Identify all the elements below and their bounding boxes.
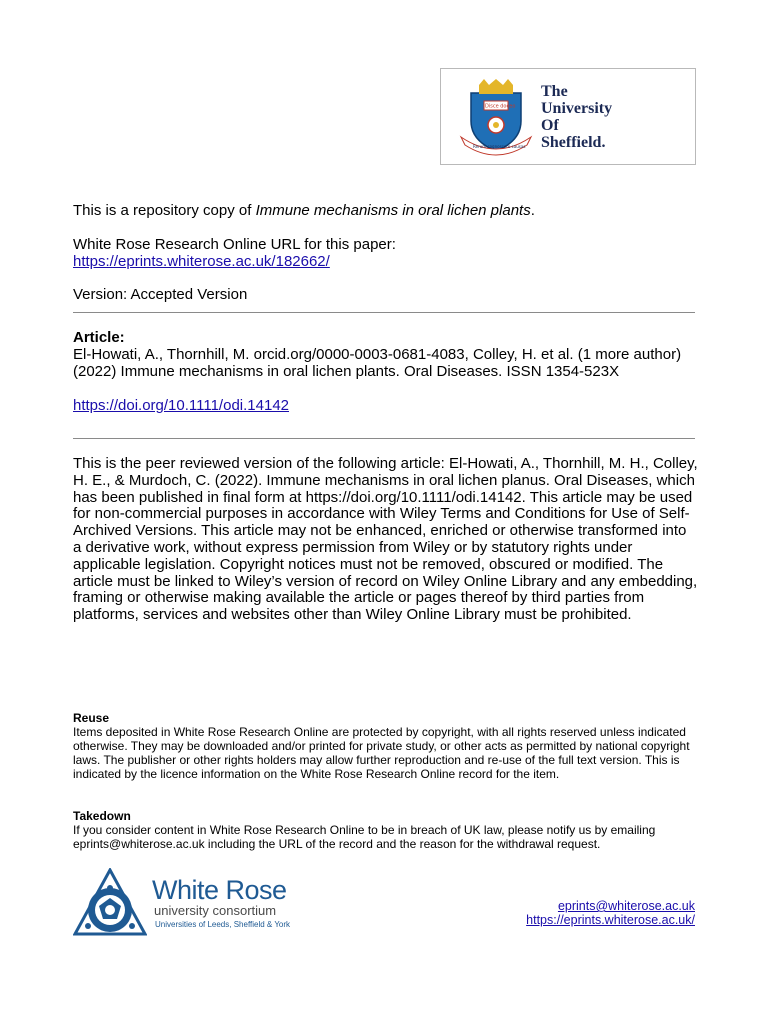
url-label: White Rose Research Online URL for this paper: bbox=[73, 236, 396, 253]
reuse-heading: Reuse bbox=[73, 711, 110, 725]
contact-email-link[interactable]: eprints@whiterose.ac.uk bbox=[557, 899, 695, 913]
university-name: The University Of Sheffield. bbox=[541, 83, 613, 151]
version-statement: Version: Accepted Version bbox=[73, 286, 248, 303]
paper-title: Immune mechanisms in oral lichen plants bbox=[255, 202, 531, 219]
university-crest-icon bbox=[457, 79, 535, 157]
takedown-body: If you consider content in White Rose Research Online to be in breach of UK law, please notify us by emailing eprints@whiterose.ac.uk including the URL of the record and the reason for the withdrawal request. bbox=[73, 823, 656, 851]
white-rose-subtitle: university consortium bbox=[154, 903, 277, 918]
divider-top bbox=[73, 312, 695, 313]
crest-motto-top: Disce doceo bbox=[485, 103, 516, 110]
crest-motto-bottom: Rerum cognoscere causas bbox=[473, 144, 526, 149]
white-rose-logo bbox=[73, 868, 298, 938]
reuse-body: Items deposited in White Rose Research Online are protected by copyright, with all rights reserved unless indicated otherwise. They may be downloaded and/or printed for private study, or other acts as permitted by national copyright laws. The publisher or other rights holders may allow further reproduction and re-use of the full text version. This is indicated by the licence information on the White Rose Research Online record for the item. bbox=[73, 725, 690, 781]
repository-site-link[interactable]: https://eprints.whiterose.ac.uk/ bbox=[526, 913, 695, 927]
white-rose-tagline: Universities of Leeds, Sheffield & York bbox=[155, 920, 291, 929]
peer-review-notice: This is the peer reviewed version of the following article: El-Howati, A., Thornhill, M. H., Colley, H. E., & Murdoch, C. (2022). Immune mechanisms in oral lichen planus. Oral Diseases, which has been published in final form at https://doi.org/10.1111/odi.14142. This article may be used for non-commercial purposes in accordance with Wiley Terms and Conditions for Use of Self-Archived Versions. This article may not be enhanced, enriched or otherwise transformed into a derivative work, without express permission from Wiley or by statutory rights under applicable legislation. Copyright notices must not be removed, obscured or modified. The article must be linked to Wiley’s version of record on Wiley Online Library and any embedding, framing or otherwise making available the article or pages thereof by third parties from platforms, services and websites other than Wiley Online Library must be prohibited. bbox=[73, 455, 698, 624]
divider-bottom bbox=[73, 438, 695, 439]
article-citation: El-Howati, A., Thornhill, M. orcid.org/0000-0003-0681-4083, Colley, H. et al. (1 more author) (2022) Immune mechanisms in oral lichen plants. Oral Diseases. ISSN 1354-523X bbox=[73, 346, 682, 380]
university-of-sheffield-logo bbox=[440, 68, 696, 165]
article-heading: Article: bbox=[73, 329, 125, 346]
doi-link[interactable]: https://doi.org/10.1111/odi.14142 bbox=[73, 397, 289, 414]
repository-copy-statement: This is a repository copy of Immune mechanisms in oral lichen plants. bbox=[73, 202, 535, 219]
white-rose-title: White Rose bbox=[152, 875, 287, 905]
white-rose-emblem-icon bbox=[73, 868, 147, 938]
takedown-heading: Takedown bbox=[73, 809, 131, 823]
paper-url-link[interactable]: https://eprints.whiterose.ac.uk/182662/ bbox=[73, 253, 330, 270]
